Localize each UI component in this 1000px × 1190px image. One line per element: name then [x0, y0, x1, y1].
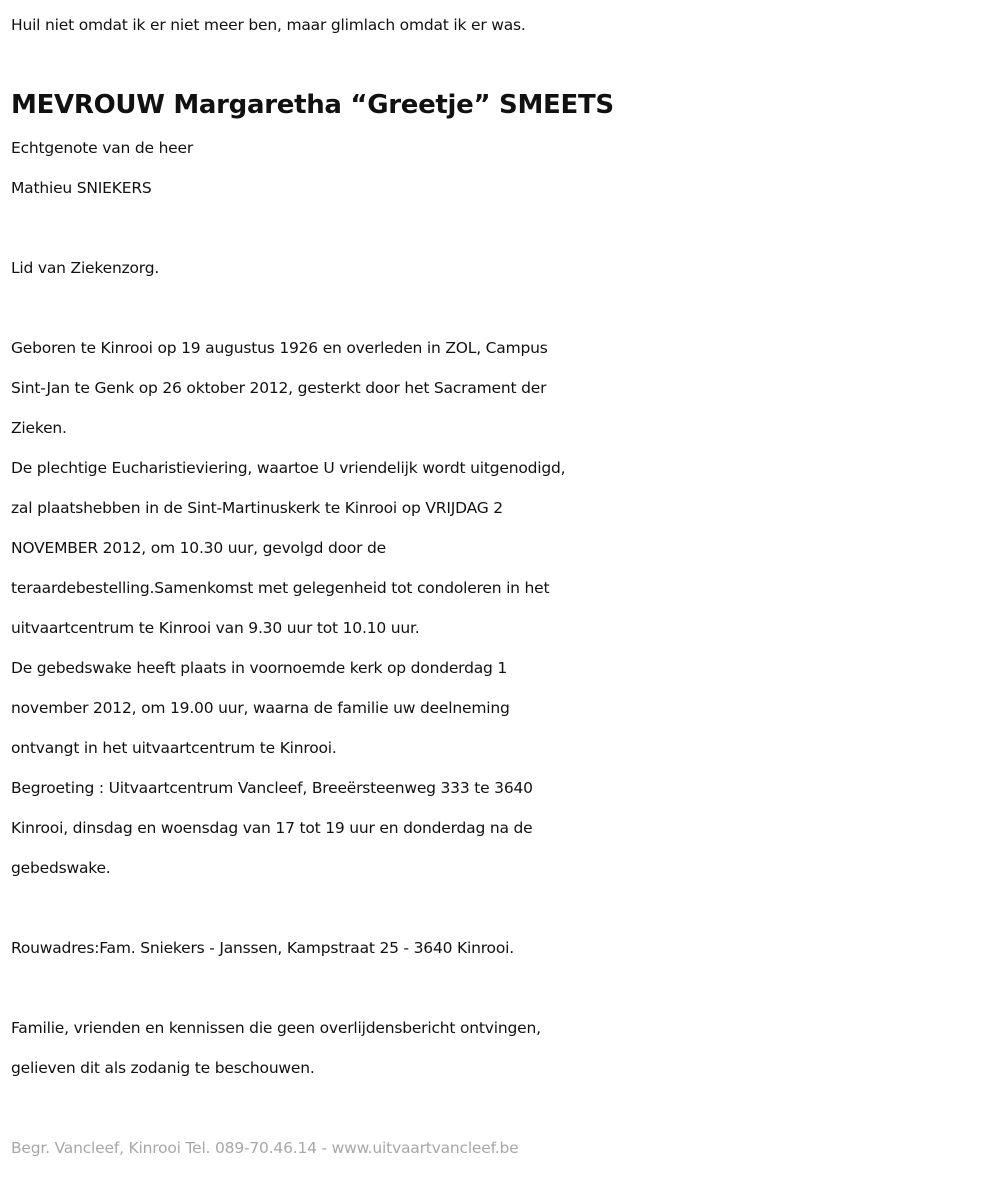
notice-paragraph — [11, 1008, 996, 1088]
paragraph-line: Zieken. — [11, 419, 67, 437]
spouse-line-2: Mathieu SNIEKERS — [11, 179, 152, 197]
paragraph-line: De plechtige Eucharistieviering, waartoe U vriendelijk wordt uitgenodigd, — [11, 459, 566, 477]
paragraph-line: Sint-Jan te Genk op 26 oktober 2012, gesterkt door het Sacrament der — [11, 379, 547, 397]
funeral-home-footer: Begr. Vancleef, Kinrooi Tel. 089-70.46.14 - www.uitvaartvancleef.be — [11, 1139, 519, 1157]
paragraph-line: zal plaatshebben in de Sint-Martinuskerk te Kinrooi op VRIJDAG 2 — [11, 499, 503, 517]
spacer — [11, 888, 996, 928]
paragraph-line: ontvangt in het uitvaartcentrum te Kinrooi. — [11, 739, 337, 757]
paragraph-line: NOVEMBER 2012, om 10.30 uur, gevolgd door de — [11, 539, 387, 557]
paragraph-line: november 2012, om 19.00 uur, waarna de familie uw deelneming — [11, 699, 510, 717]
paragraph-line: De gebedswake heeft plaats in voornoemde kerk op donderdag 1 — [11, 659, 508, 677]
spacer — [11, 288, 996, 328]
paragraph-line: Begroeting : Uitvaartcentrum Vancleef, Breeërsteenweg 333 te 3640 — [11, 779, 533, 797]
spacer — [11, 968, 996, 1008]
main-paragraph — [11, 328, 996, 888]
paragraph-line: teraardebestelling.Samenkomst met gelegenheid tot condoleren in het — [11, 579, 550, 597]
spouse-line-1: Echtgenote van de heer — [11, 139, 194, 157]
spacer — [11, 208, 996, 248]
paragraph-line: gebedswake. — [11, 859, 111, 877]
obituary-document — [11, 0, 996, 1168]
quote: Huil niet omdat ik er niet meer ben, maar glimlach omdat ik er was. — [11, 16, 526, 34]
paragraph-line: Kinrooi, dinsdag en woensdag van 17 tot 19 uur en donderdag na de — [11, 819, 533, 837]
notice-line: Familie, vrienden en kennissen die geen overlijdensbericht ontvingen, — [11, 1019, 541, 1037]
mourning-address: Rouwadres:Fam. Sniekers - Janssen, Kampstraat 25 - 3640 Kinrooi. — [11, 939, 514, 957]
notice-line: gelieven dit als zodanig te beschouwen. — [11, 1059, 315, 1077]
paragraph-line: Geboren te Kinrooi op 19 augustus 1926 en overleden in ZOL, Campus — [11, 339, 548, 357]
paragraph-line: uitvaartcentrum te Kinrooi van 9.30 uur tot 10.10 uur. — [11, 619, 420, 637]
deceased-name: MEVROUW Margaretha “Greetje” SMEETS — [11, 90, 614, 120]
membership: Lid van Ziekenzorg. — [11, 259, 160, 277]
